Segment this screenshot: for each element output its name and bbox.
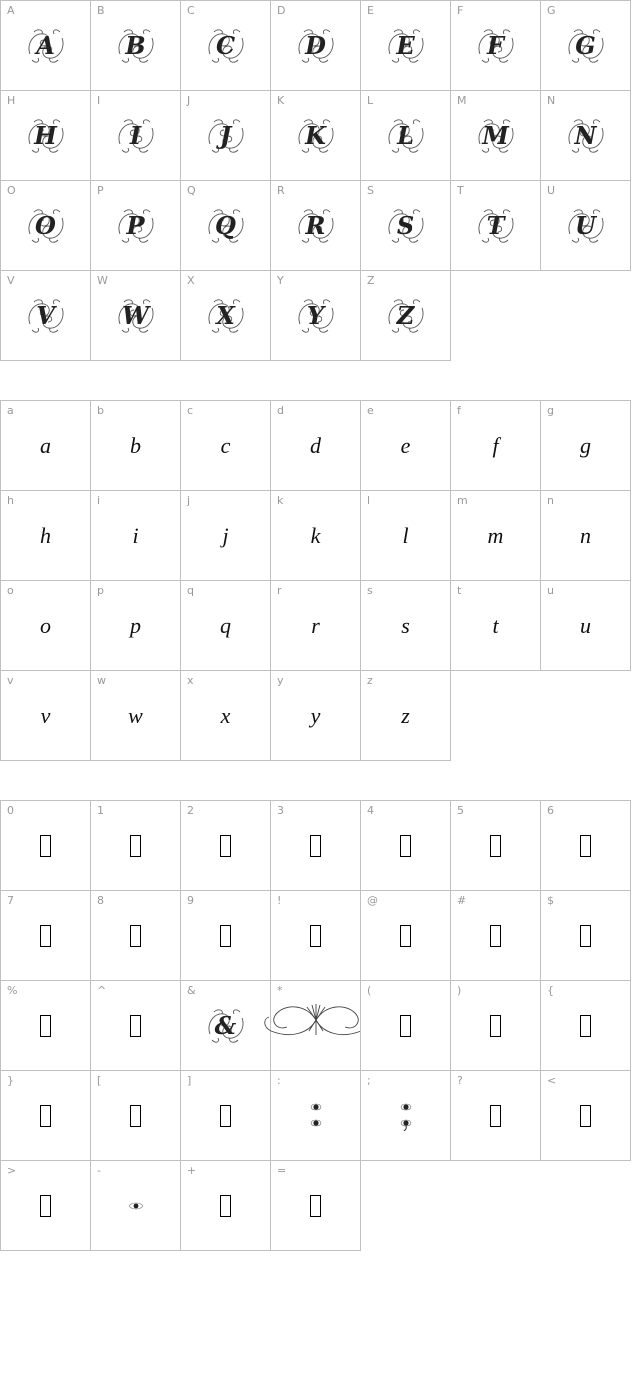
glyph-sample: E: [396, 31, 415, 60]
glyph-key-label: A: [7, 4, 15, 17]
glyph-cell-upper-q: [180, 180, 271, 271]
glyph-sample: f: [492, 432, 499, 458]
glyph-sample: Y: [306, 301, 325, 330]
glyph-sample: c: [220, 432, 231, 458]
glyph-cell-lower-u: [540, 580, 631, 671]
glyph-sample: o: [40, 612, 51, 638]
glyph-sample: p: [130, 612, 141, 638]
glyph-cell-upper-o: [0, 180, 91, 271]
glyph-cell-symbol-26: [450, 1070, 541, 1161]
glyph-cell-symbol-9: [180, 890, 271, 981]
glyph-key-label: *: [277, 984, 283, 997]
glyph-cell-symbol-23: [180, 1070, 271, 1161]
glyph-key-label: V: [7, 274, 15, 287]
glyph-sample: W: [122, 301, 149, 330]
ornate-capital-glyph: [114, 24, 158, 68]
glyph-cell-lower-b: [90, 400, 181, 491]
glyph-key-label: 2: [187, 804, 194, 817]
ornate-capital-glyph: [24, 114, 68, 158]
glyph-sample: H: [34, 121, 57, 150]
glyph-key-label: >: [7, 1164, 17, 1177]
ornate-capital-glyph: [204, 204, 248, 248]
glyph-cell-symbol-14: [0, 980, 91, 1071]
glyph-key-label: @: [367, 894, 378, 907]
missing-glyph-box-icon: [220, 1105, 231, 1127]
ornate-semicolon-icon: [398, 1101, 414, 1131]
glyph-cell-upper-c: [180, 0, 271, 91]
glyph-sample: m: [487, 522, 504, 548]
glyph-key-label: e: [367, 404, 374, 417]
glyph-sample: u: [580, 612, 591, 638]
glyph-sample: h: [40, 522, 51, 548]
glyph-cell-upper-h: [0, 90, 91, 181]
glyph-cell-upper-j: [180, 90, 271, 181]
glyph-cell-upper-r: [270, 180, 361, 271]
glyph-cell-lower-m: [450, 490, 541, 581]
glyph-key-label: ]: [187, 1074, 192, 1087]
glyph-key-label: E: [367, 4, 374, 17]
uppercase-section: [0, 0, 630, 360]
uppercase-glyph-grid: [0, 0, 630, 360]
glyph-sample: A: [36, 31, 55, 60]
missing-glyph-box-icon: [130, 925, 141, 947]
glyph-cell-lower-y: [270, 670, 361, 761]
glyph-key-label: }: [7, 1074, 14, 1087]
glyph-cell-upper-y: [270, 270, 361, 361]
ornate-capital-glyph: [564, 24, 608, 68]
ornate-capital-glyph: [204, 294, 248, 338]
glyph-cell-symbol-22: [90, 1070, 181, 1161]
glyph-key-label: !: [277, 894, 282, 907]
glyph-cell-symbol-17: [270, 980, 361, 1071]
glyph-key-label: u: [547, 584, 554, 597]
glyph-cell-lower-c: [180, 400, 271, 491]
glyph-key-label: t: [457, 584, 462, 597]
missing-glyph-box-icon: [490, 925, 501, 947]
glyph-sample: J: [219, 121, 232, 150]
glyph-cell-lower-w: [90, 670, 181, 761]
missing-glyph-box-icon: [580, 835, 591, 857]
glyph-key-label: i: [97, 494, 101, 507]
glyph-cell-symbol-28: [0, 1160, 91, 1251]
missing-glyph-box-icon: [130, 1105, 141, 1127]
glyph-key-label: U: [547, 184, 556, 197]
glyph-key-label: Q: [187, 184, 196, 197]
glyph-key-label: F: [457, 4, 464, 17]
glyph-cell-symbol-1: [90, 800, 181, 891]
glyph-cell-symbol-19: [450, 980, 541, 1071]
glyph-key-label: x: [187, 674, 194, 687]
glyph-key-label: a: [7, 404, 14, 417]
glyph-key-label: z: [367, 674, 373, 687]
glyph-key-label: K: [277, 94, 285, 107]
glyph-key-label: 9: [187, 894, 194, 907]
ornate-capital-glyph: [294, 204, 338, 248]
missing-glyph-box-icon: [580, 1015, 591, 1037]
glyph-key-label: c: [187, 404, 194, 417]
glyph-sample: T: [486, 211, 505, 240]
glyph-cell-upper-n: [540, 90, 631, 181]
glyph-cell-symbol-2: [180, 800, 271, 891]
glyph-sample: k: [310, 522, 321, 548]
glyph-key-label: 7: [7, 894, 14, 907]
glyph-key-label: O: [7, 184, 16, 197]
missing-glyph-box-icon: [310, 1195, 321, 1217]
glyph-key-label: f: [457, 404, 461, 417]
glyph-cell-symbol-31: [270, 1160, 361, 1251]
glyph-key-label: 4: [367, 804, 374, 817]
missing-glyph-box-icon: [490, 1105, 501, 1127]
glyph-sample: b: [130, 432, 141, 458]
glyph-key-label: :: [277, 1074, 281, 1087]
glyph-sample: Q: [215, 211, 236, 240]
glyph-key-label: 1: [97, 804, 104, 817]
glyph-cell-lower-q: [180, 580, 271, 671]
missing-glyph-box-icon: [40, 1015, 51, 1037]
glyph-sample: V: [36, 301, 55, 330]
ornate-capital-glyph: [474, 114, 518, 158]
glyph-cell-lower-o: [0, 580, 91, 671]
glyph-sample: i: [132, 522, 139, 548]
glyph-key-label: b: [97, 404, 104, 417]
missing-glyph-box-icon: [40, 925, 51, 947]
glyph-cell-symbol-30: [180, 1160, 271, 1251]
glyph-key-label: 3: [277, 804, 284, 817]
glyph-sample: n: [580, 522, 591, 548]
glyph-key-label: ): [457, 984, 462, 997]
glyph-cell-lower-z: [360, 670, 451, 761]
glyph-key-label: p: [97, 584, 104, 597]
glyph-cell-symbol-10: [270, 890, 361, 981]
glyph-key-label: P: [97, 184, 104, 197]
glyph-cell-lower-j: [180, 490, 271, 581]
glyph-key-label: L: [367, 94, 374, 107]
glyph-sample: P: [126, 211, 145, 240]
missing-glyph-box-icon: [580, 925, 591, 947]
ornate-capital-glyph: [384, 24, 428, 68]
glyph-key-label: #: [457, 894, 467, 907]
glyph-cell-symbol-27: [540, 1070, 631, 1161]
ornate-capital-glyph: [204, 114, 248, 158]
glyph-sample: M: [482, 121, 509, 150]
glyph-sample: w: [128, 702, 143, 728]
glyph-cell-upper-i: [90, 90, 181, 181]
missing-glyph-box-icon: [490, 835, 501, 857]
glyph-cell-upper-a: [0, 0, 91, 91]
glyph-key-label: S: [367, 184, 374, 197]
glyph-key-label: J: [187, 94, 191, 107]
glyph-key-label: N: [547, 94, 556, 107]
glyph-key-label: l: [367, 494, 371, 507]
ornate-capital-glyph: [384, 114, 428, 158]
glyph-key-label: [: [97, 1074, 102, 1087]
glyph-cell-symbol-21: [0, 1070, 91, 1161]
glyph-sample: X: [216, 301, 235, 330]
glyph-sample: N: [574, 121, 597, 150]
glyph-sample: s: [401, 612, 410, 638]
glyph-cell-lower-a: [0, 400, 91, 491]
glyph-key-label: G: [547, 4, 556, 17]
glyph-cell-lower-p: [90, 580, 181, 671]
glyph-sample: j: [222, 522, 229, 548]
glyph-sample: S: [396, 211, 415, 240]
glyph-cell-symbol-20: [540, 980, 631, 1071]
ornate-capital-glyph: [114, 114, 158, 158]
glyph-sample: B: [125, 31, 146, 60]
glyph-sample: F: [486, 31, 505, 60]
glyph-key-label: Y: [277, 274, 284, 287]
glyph-cell-symbol-6: [540, 800, 631, 891]
glyph-cell-upper-g: [540, 0, 631, 91]
glyph-cell-symbol-12: [450, 890, 541, 981]
glyph-key-label: r: [277, 584, 282, 597]
glyph-key-label: y: [277, 674, 284, 687]
missing-glyph-box-icon: [40, 1105, 51, 1127]
glyph-cell-lower-k: [270, 490, 361, 581]
glyph-cell-symbol-7: [0, 890, 91, 981]
glyph-sample: O: [35, 211, 56, 240]
glyph-cell-upper-l: [360, 90, 451, 181]
glyph-key-label: d: [277, 404, 284, 417]
glyph-cell-symbol-5: [450, 800, 541, 891]
missing-glyph-box-icon: [40, 1195, 51, 1217]
glyph-key-label: R: [277, 184, 285, 197]
ornate-capital-glyph: [294, 294, 338, 338]
ornate-ampersand-icon: [204, 1004, 248, 1048]
glyph-cell-upper-b: [90, 0, 181, 91]
glyph-key-label: %: [7, 984, 18, 997]
missing-glyph-box-icon: [220, 835, 231, 857]
glyph-cell-symbol-29: [90, 1160, 181, 1251]
missing-glyph-box-icon: [310, 835, 321, 857]
missing-glyph-box-icon: [490, 1015, 501, 1037]
missing-glyph-box-icon: [400, 1015, 411, 1037]
glyph-key-label: C: [187, 4, 195, 17]
glyph-key-label: W: [97, 274, 108, 287]
glyph-key-label: q: [187, 584, 194, 597]
glyph-key-label: &: [187, 984, 196, 997]
glyph-cell-lower-s: [360, 580, 451, 671]
glyph-cell-upper-f: [450, 0, 541, 91]
glyph-sample: l: [402, 522, 409, 548]
glyph-cell-upper-s: [360, 180, 451, 271]
glyph-sample: G: [575, 31, 596, 60]
glyph-key-label: h: [7, 494, 14, 507]
glyph-key-label: {: [547, 984, 554, 997]
glyph-cell-symbol-4: [360, 800, 451, 891]
ornate-capital-glyph: [114, 204, 158, 248]
glyph-cell-lower-r: [270, 580, 361, 671]
symbols-glyph-grid: [0, 800, 630, 1250]
glyph-key-label: 0: [7, 804, 14, 817]
glyph-key-label: w: [97, 674, 106, 687]
glyph-key-label: s: [367, 584, 373, 597]
glyph-sample: z: [401, 702, 410, 728]
ornate-capital-glyph: [474, 204, 518, 248]
ornate-colon-icon: [308, 1101, 324, 1131]
glyph-key-label: =: [277, 1164, 287, 1177]
glyph-cell-upper-k: [270, 90, 361, 181]
glyph-key-label: (: [367, 984, 372, 997]
glyph-cell-lower-d: [270, 400, 361, 491]
lowercase-section: [0, 400, 630, 760]
glyph-key-label: o: [7, 584, 14, 597]
ornate-capital-glyph: [564, 204, 608, 248]
glyph-key-label: 5: [457, 804, 464, 817]
glyph-cell-lower-e: [360, 400, 451, 491]
glyph-sample: C: [215, 31, 236, 60]
glyph-key-label: n: [547, 494, 554, 507]
missing-glyph-box-icon: [220, 1195, 231, 1217]
glyph-cell-symbol-13: [540, 890, 631, 981]
ornate-capital-glyph: [24, 294, 68, 338]
glyph-cell-symbol-25: [360, 1070, 451, 1161]
glyph-cell-symbol-15: [90, 980, 181, 1071]
glyph-sample: a: [40, 432, 51, 458]
glyph-key-label: X: [187, 274, 195, 287]
glyph-sample: y: [310, 702, 321, 728]
glyph-key-label: ^: [97, 984, 107, 997]
glyph-key-label: H: [7, 94, 16, 107]
glyph-key-label: k: [277, 494, 284, 507]
glyph-sample: x: [220, 702, 231, 728]
glyph-cell-upper-x: [180, 270, 271, 361]
ornate-capital-glyph: [384, 204, 428, 248]
glyph-key-label: <: [547, 1074, 557, 1087]
glyph-key-label: ?: [457, 1074, 463, 1087]
glyph-cell-upper-e: [360, 0, 451, 91]
ornate-dash-icon: [127, 1201, 145, 1211]
glyph-cell-upper-d: [270, 0, 361, 91]
glyph-cell-upper-m: [450, 90, 541, 181]
missing-glyph-box-icon: [310, 925, 321, 947]
missing-glyph-box-icon: [400, 925, 411, 947]
glyph-key-label: 6: [547, 804, 554, 817]
glyph-sample: g: [580, 432, 591, 458]
glyph-sample: I: [129, 121, 142, 150]
glyph-sample: e: [400, 432, 411, 458]
missing-glyph-box-icon: [130, 835, 141, 857]
glyph-cell-symbol-3: [270, 800, 361, 891]
glyph-key-label: ;: [367, 1074, 371, 1087]
ornate-capital-glyph: [294, 114, 338, 158]
glyph-sample: v: [40, 702, 51, 728]
glyph-key-label: T: [457, 184, 464, 197]
ornate-capital-glyph: [474, 24, 518, 68]
glyph-key-label: B: [97, 4, 105, 17]
glyph-key-label: +: [187, 1164, 197, 1177]
glyph-sample: K: [305, 121, 326, 150]
glyph-sample: Z: [396, 301, 415, 330]
ornate-capital-glyph: [114, 294, 158, 338]
glyph-sample: D: [305, 31, 326, 60]
glyph-key-label: g: [547, 404, 554, 417]
glyph-sample: r: [311, 612, 320, 638]
lowercase-glyph-grid: [0, 400, 630, 760]
glyph-cell-lower-v: [0, 670, 91, 761]
missing-glyph-box-icon: [400, 835, 411, 857]
glyph-cell-lower-x: [180, 670, 271, 761]
glyph-cell-lower-f: [450, 400, 541, 491]
symbols-section: [0, 800, 630, 1250]
missing-glyph-box-icon: [40, 835, 51, 857]
glyph-cell-symbol-24: [270, 1070, 361, 1161]
ornate-capital-glyph: [564, 114, 608, 158]
glyph-cell-upper-w: [90, 270, 181, 361]
glyph-key-label: Z: [367, 274, 375, 287]
glyph-key-label: v: [7, 674, 14, 687]
glyph-cell-symbol-8: [90, 890, 181, 981]
glyph-cell-lower-t: [450, 580, 541, 671]
glyph-sample: U: [575, 211, 596, 240]
glyph-sample: q: [220, 612, 231, 638]
glyph-cell-upper-p: [90, 180, 181, 271]
glyph-sample: R: [305, 211, 326, 240]
ornate-capital-glyph: [204, 24, 248, 68]
glyph-cell-lower-l: [360, 490, 451, 581]
glyph-key-label: j: [187, 494, 191, 507]
glyph-key-label: M: [457, 94, 467, 107]
glyph-cell-symbol-11: [360, 890, 451, 981]
glyph-cell-upper-z: [360, 270, 451, 361]
ornate-capital-glyph: [24, 204, 68, 248]
glyph-key-label: 8: [97, 894, 104, 907]
ornate-capital-glyph: [24, 24, 68, 68]
glyph-key-label: $: [547, 894, 554, 907]
glyph-key-label: m: [457, 494, 468, 507]
glyph-cell-lower-n: [540, 490, 631, 581]
glyph-key-label: -: [97, 1164, 101, 1177]
glyph-cell-lower-i: [90, 490, 181, 581]
missing-glyph-box-icon: [220, 925, 231, 947]
glyph-sample: L: [397, 121, 414, 150]
glyph-cell-lower-g: [540, 400, 631, 491]
glyph-cell-symbol-0: [0, 800, 91, 891]
glyph-cell-symbol-18: [360, 980, 451, 1071]
ornate-capital-glyph: [294, 24, 338, 68]
glyph-sample: d: [310, 432, 321, 458]
missing-glyph-box-icon: [580, 1105, 591, 1127]
glyph-key-label: I: [97, 94, 101, 107]
missing-glyph-box-icon: [130, 1015, 141, 1037]
glyph-key-label: D: [277, 4, 286, 17]
glyph-cell-upper-v: [0, 270, 91, 361]
glyph-cell-upper-t: [450, 180, 541, 271]
ornate-capital-glyph: [384, 294, 428, 338]
glyph-sample: t: [492, 612, 499, 638]
glyph-sample: &: [214, 1011, 237, 1040]
glyph-cell-upper-u: [540, 180, 631, 271]
glyph-cell-lower-h: [0, 490, 91, 581]
